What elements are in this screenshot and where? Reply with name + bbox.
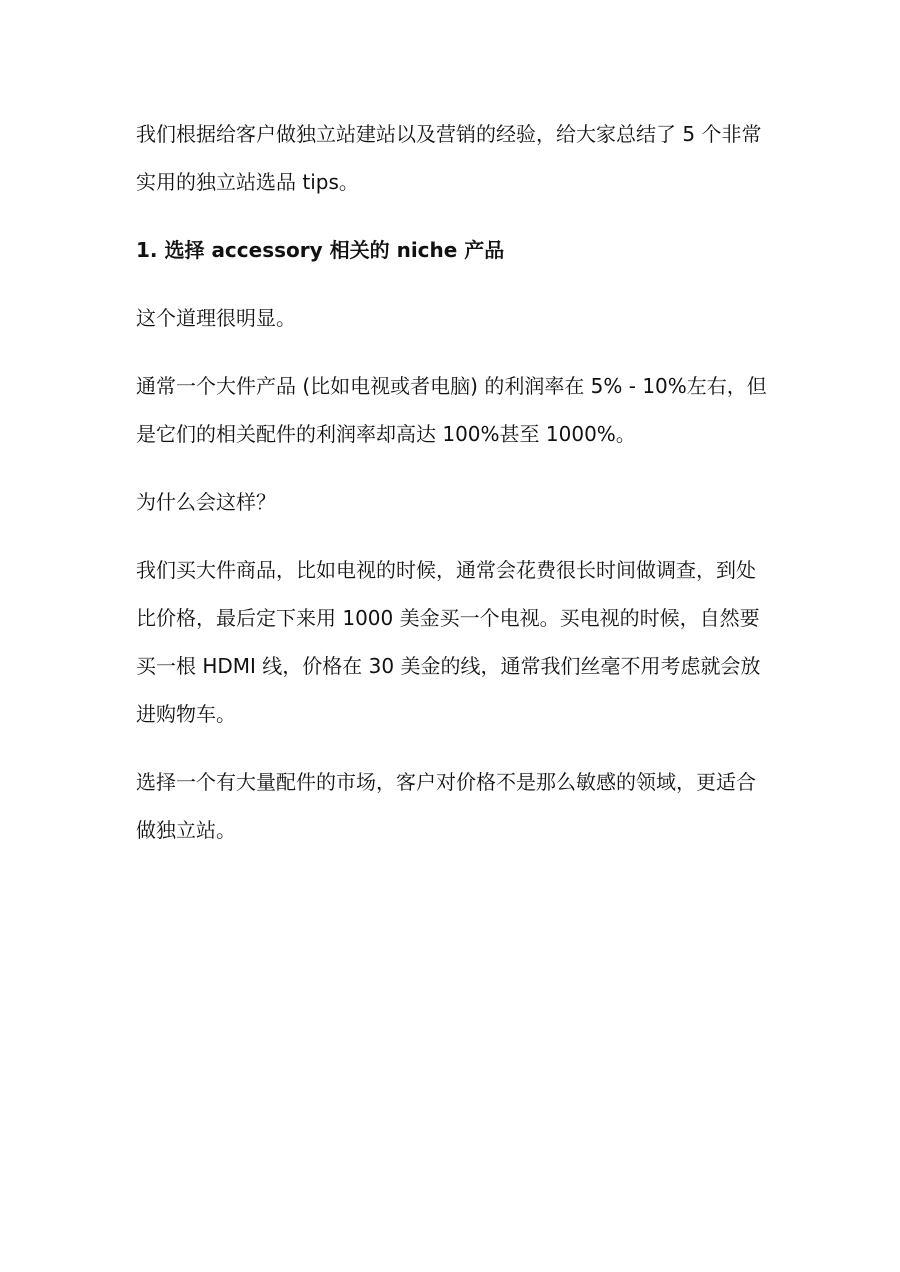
paragraph-conclusion: 选择一个有大量配件的市场，客户对价格不是那么敏感的领域，更适合做独立站。 — [136, 770, 756, 842]
paragraph-question: 为什么会这样？ — [136, 490, 276, 514]
paragraph-tv-example: 我们买大件商品，比如电视的时候，通常会花费很长时间做调查，到处比价格，最后定下来用 1000 美金买一个电视。买电视的时候，自然要买一根 HDMI 线，价格在 30 美金的线，通常我们丝毫不用考虑就会放进购物车。 — [136, 558, 761, 726]
paragraph-profit-margin: 通常一个大件产品 (比如电视或者电脑) 的利润率在 5% - 10%左右，但是它们的相关配件的利润率却高达 100%甚至 1000%。 — [136, 374, 767, 446]
intro-paragraph: 我们根据给客户做独立站建站以及营销的经验，给大家总结了 5 个非常实用的独立站选品 tips。 — [136, 122, 762, 194]
document-content — [136, 110, 768, 854]
section-heading: 1. 选择 accessory 相关的 niche 产品 — [136, 238, 505, 262]
paragraph-obvious: 这个道理很明显。 — [136, 306, 296, 330]
